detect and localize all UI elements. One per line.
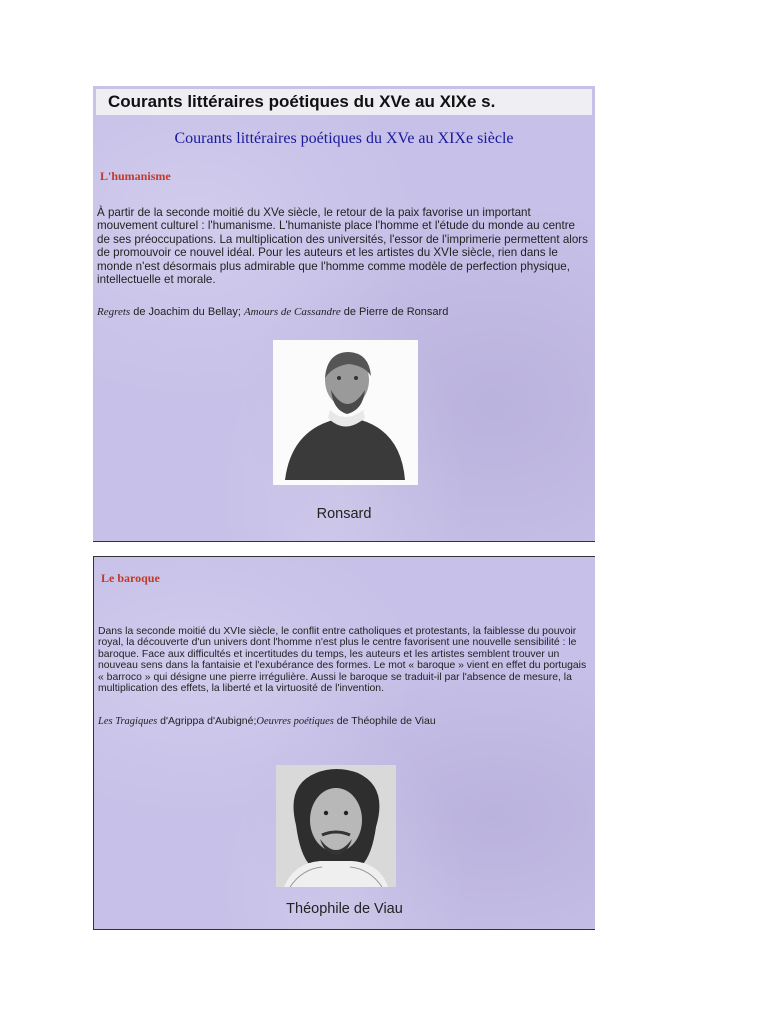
slide-subtitle: Courants littéraires poétiques du XVe au XIXe siècle (174, 130, 514, 147)
humanism-works (97, 306, 448, 318)
work-title: Amours de Cassandre (243, 306, 341, 318)
humanism-slide (93, 86, 595, 542)
baroque-works (98, 715, 436, 727)
work-title: Les Tragiques (98, 716, 158, 727)
work-author: de Pierre de Ronsard (340, 306, 449, 318)
work-title: Regrets (97, 306, 131, 318)
portrait-caption-ronsard: Ronsard (316, 506, 372, 522)
baroque-paragraph: Dans la seconde moitié du XVIe siècle, le conflit entre catholiques et protestants, la faiblesse du pouvoir royal, la découverte d'un univers dont l'homme n'est plus le centre favorisent une nouvelle sensibilité : le baroque. Face aux difficultés et incertitudes du temps, les auteurs et les artistes semblent trouver un nouveau sens dans la fantaisie et l'exubérance des formes. Le mot « baroque » vient en effet du portugais « barroco » qui désigne une pierre irrégulière. Aussi le baroque se traduit-il par l'absence de mesure, la multiplication des effets, la liberté et la virtuosité de l'invention. (98, 626, 587, 695)
portrait-engraving-viau (276, 765, 396, 887)
baroque-slide (93, 556, 595, 930)
ronsard-portrait (273, 340, 418, 485)
work-author: de Théophile de Viau (333, 715, 436, 727)
work-author: de Joachim du Bellay; (130, 306, 244, 318)
portrait-caption-viau: Théophile de Viau (286, 901, 403, 917)
section-heading-humanism: L'humanisme (100, 169, 171, 183)
section-heading-baroque: Le baroque (101, 571, 160, 585)
humanism-paragraph: À partir de la seconde moitié du XVe siècle, le retour de la paix favorise un important mouvement culturel : l'humanisme. L'humaniste place l'homme et l'étude du monde au centre de ses préoccupations. La multiplication des universités, l'essor de l'imprimerie permettent alors de promouvoir ce nouvel idéal. Pour les auteurs et les artistes du XVIe siècle, rien dans le monde n'est désormais plus admirable que l'homme comme modèle de perfection physique, intellectuelle et morale. (97, 206, 588, 287)
portrait-engraving-ronsard (273, 340, 418, 485)
work-title: Oeuvres poétiques (256, 716, 334, 727)
work-author: d'Agrippa d'Aubigné; (157, 715, 257, 727)
viau-portrait (276, 765, 396, 887)
slide-title-bar: Courants littéraires poétiques du XVe au XIXe s. (96, 89, 592, 115)
